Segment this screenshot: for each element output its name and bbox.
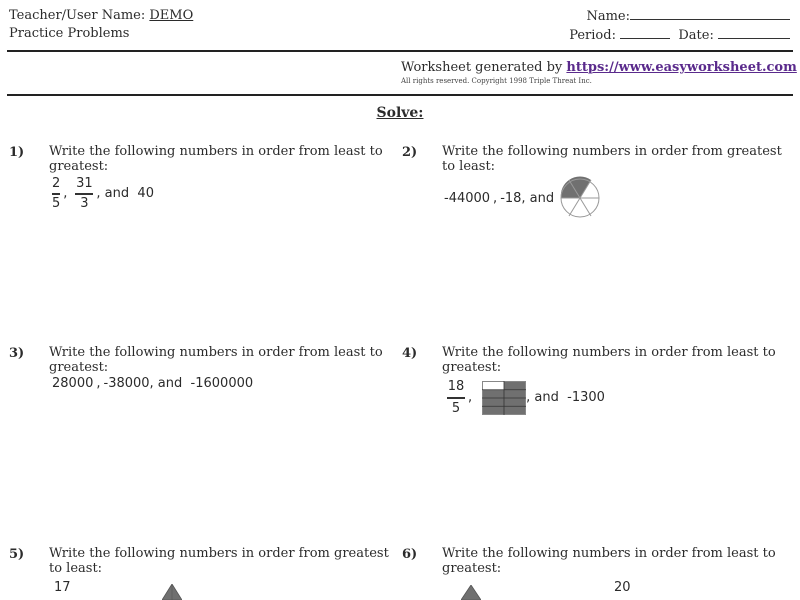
problem-4-items: $\frac{18}{5}$ , , and -1300 <box>444 377 605 419</box>
header-left <box>9 7 193 43</box>
date-field[interactable] <box>718 26 790 39</box>
problem-prompt: Write the following numbers in order from greatest to least: <box>442 144 782 174</box>
teacher-line: Teacher/User Name: DEMO <box>9 8 194 23</box>
name-field[interactable] <box>630 7 790 20</box>
problem-prompt: Write the following numbers in order from greatest to least: <box>49 546 389 576</box>
fraction: $\frac{2}{5}$ <box>52 176 61 211</box>
problem-number: 3) <box>9 346 25 361</box>
fraction: $\frac{31}{3}$ <box>76 176 93 211</box>
period-date-line: Period: Date: <box>569 26 790 45</box>
problem-number: 4) <box>402 346 418 361</box>
problem-2-items: -44000 , -18 , and <box>444 176 602 220</box>
generator-line: Worksheet generated by https://www.easyworksheet.com <box>401 60 797 75</box>
name-line: Name: <box>569 7 790 26</box>
copyright: All rights reserved. Copyright 1998 Triple Threat Inc. <box>401 77 592 85</box>
problem-prompt: Write the following numbers in order from least to greatest: <box>442 345 776 375</box>
period-field[interactable] <box>620 26 670 39</box>
teacher-name: DEMO <box>149 8 194 23</box>
problem-number: 1) <box>9 145 25 160</box>
header-divider <box>7 50 793 52</box>
problem-number: 2) <box>402 145 418 160</box>
problem-prompt: Write the following numbers in order from least to greatest: <box>49 345 383 375</box>
triangle-shape-icon <box>461 585 481 600</box>
header-right <box>569 7 790 45</box>
worksheet-subtitle: Practice Problems <box>9 26 130 41</box>
partial-value: 17 <box>54 580 71 595</box>
easyworksheet-link[interactable]: https://www.easyworksheet.com <box>566 60 797 75</box>
generator-divider <box>7 94 793 96</box>
fraction: $\frac{18}{5}$ <box>447 379 465 416</box>
section-title: Solve: <box>376 105 424 121</box>
problem-number: 5) <box>9 547 25 562</box>
problem-3-items: 28000 , -38000 , and -1600000 <box>52 376 254 391</box>
pie-fraction-icon <box>558 176 602 220</box>
problem-prompt: Write the following numbers in order from least to greatest: <box>442 546 776 576</box>
partial-value: 20 <box>614 580 631 595</box>
problem-1-items: $\frac{2}{5}$ , $\frac{31}{3}$ , and 40 <box>52 176 154 211</box>
grid-fraction-icon <box>482 381 526 415</box>
problem-number: 6) <box>402 547 418 562</box>
problem-prompt: Write the following numbers in order from least to greatest: <box>49 144 383 174</box>
triangle-shape-icon <box>162 584 182 600</box>
